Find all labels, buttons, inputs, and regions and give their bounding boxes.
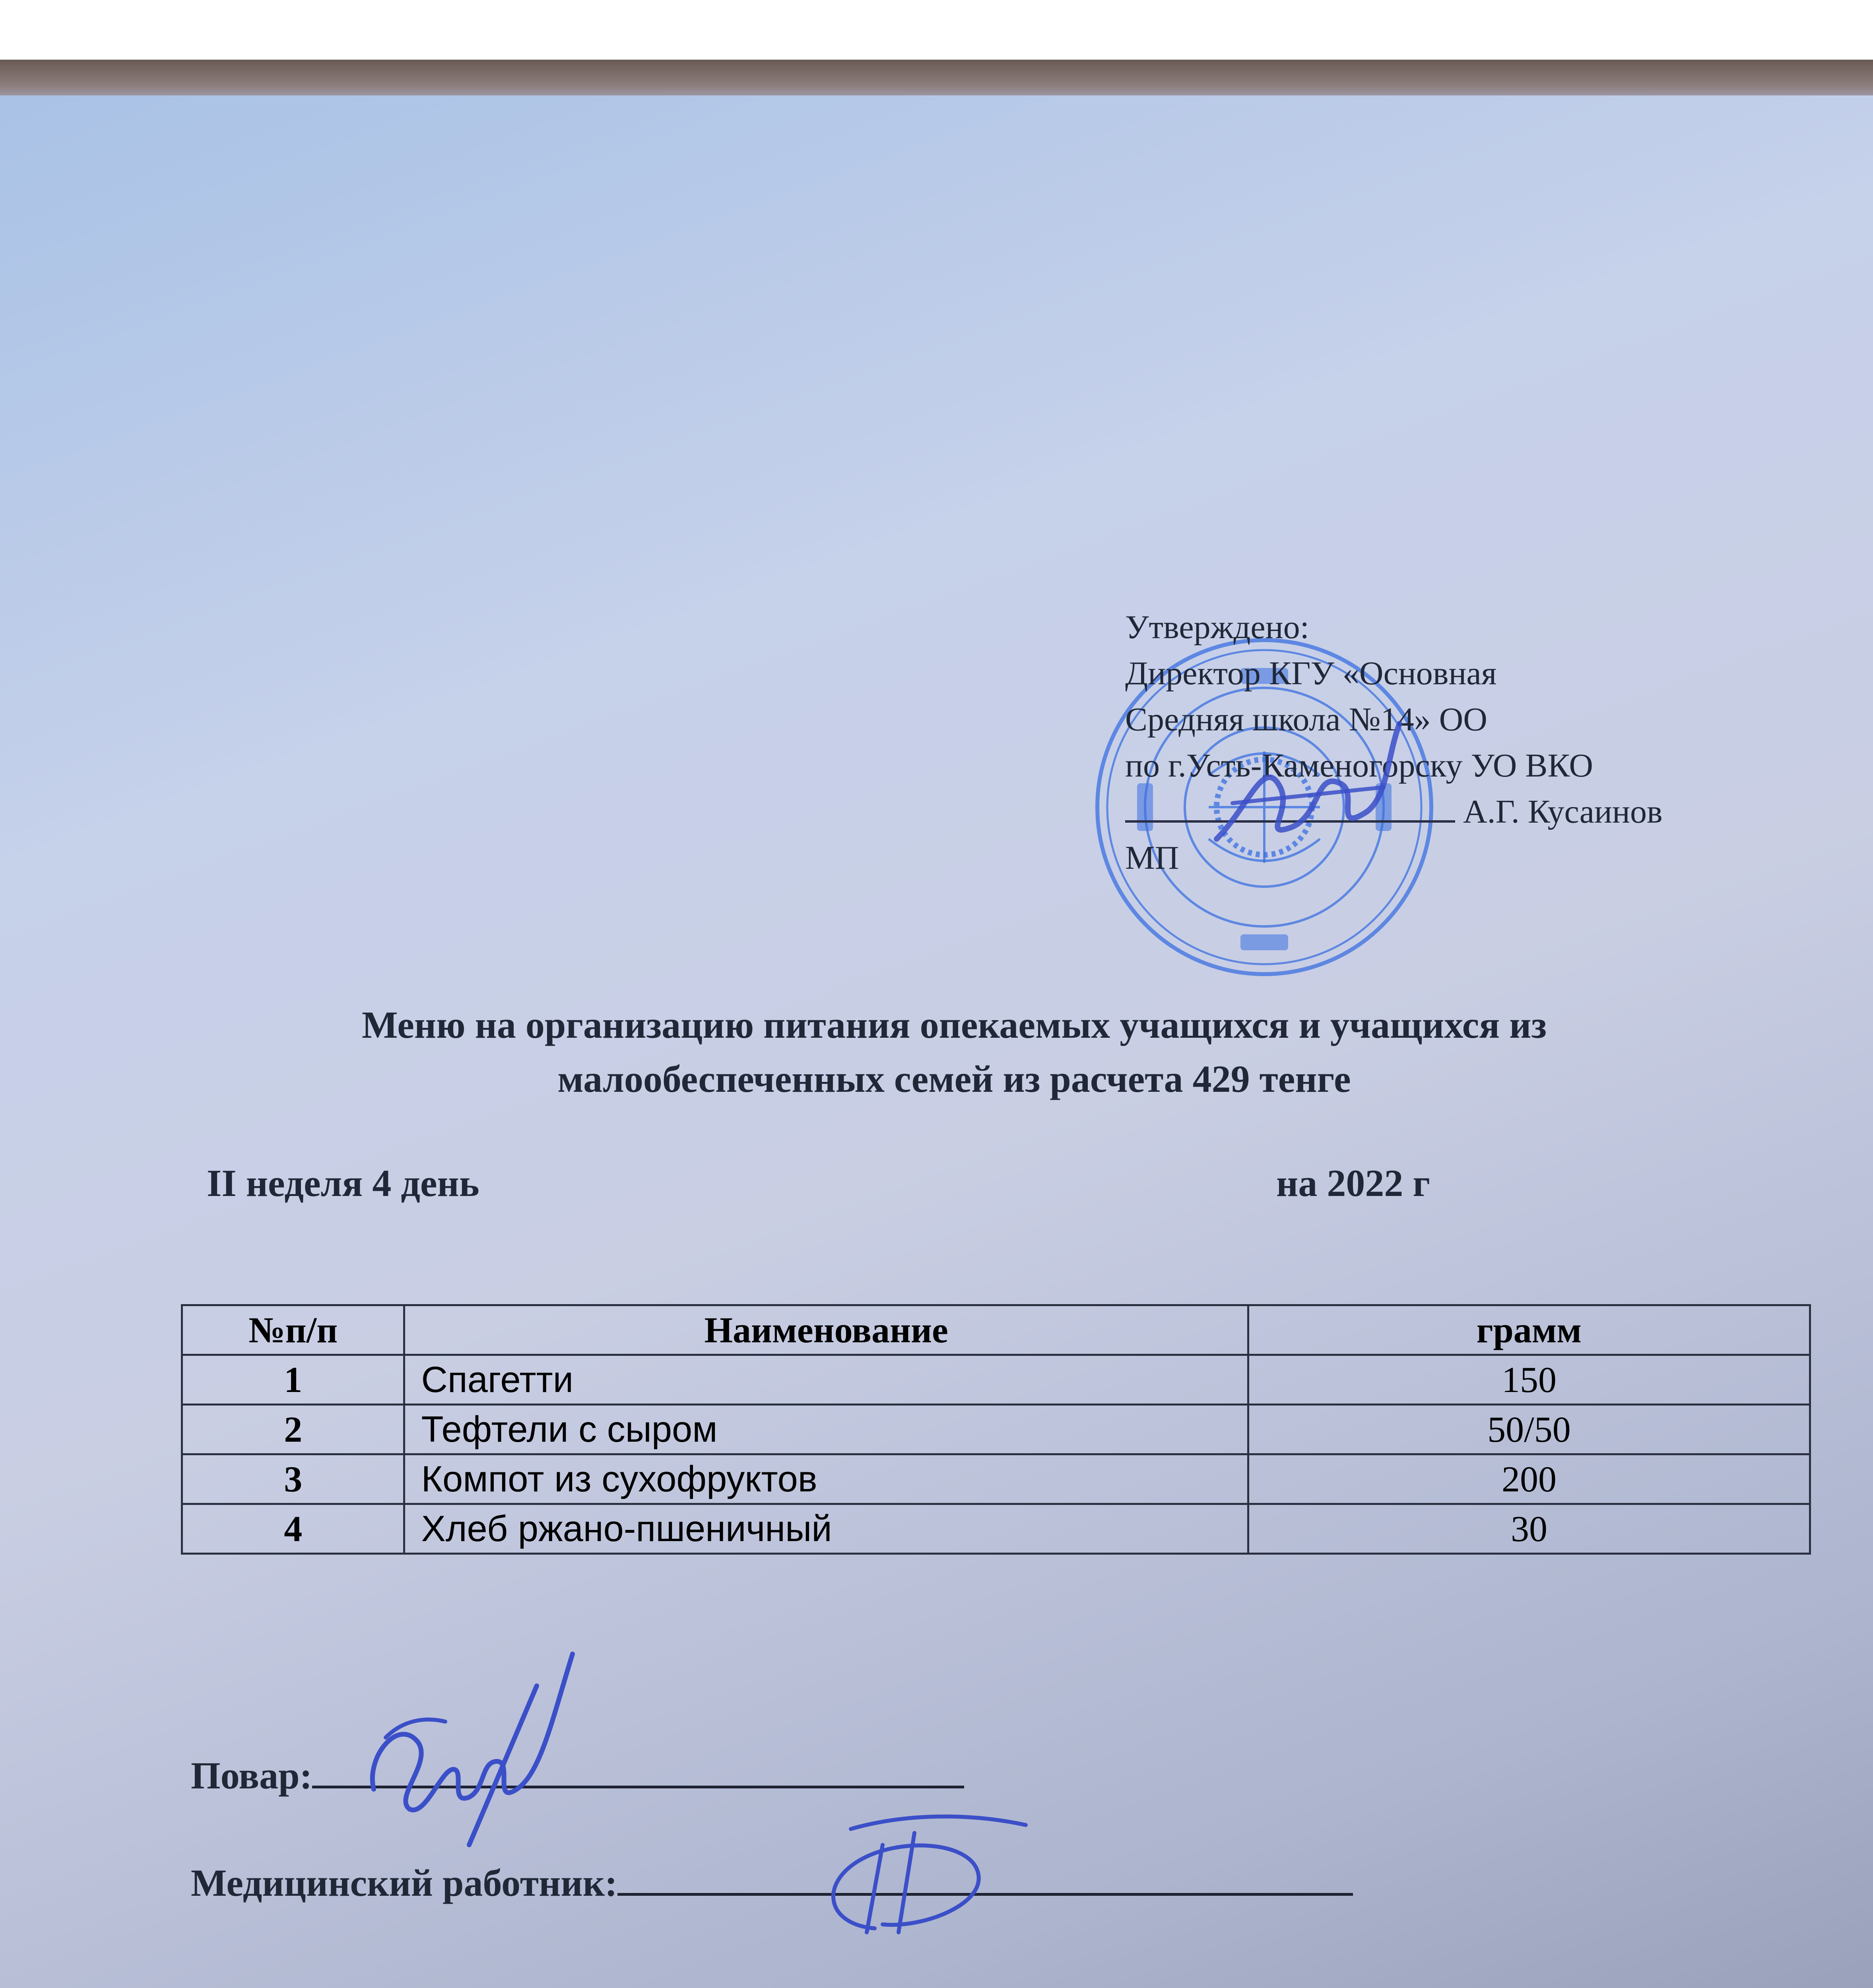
menu-table [181,1304,1811,1555]
row-number: 1 [182,1355,404,1405]
medic-signature-row [191,1861,1353,1905]
table-row [182,1405,1810,1454]
approval-line: Утверждено: [1125,609,1309,646]
row-grams: 50/50 [1248,1405,1810,1454]
header-name: Наименование [404,1305,1248,1355]
row-grams: 150 [1248,1355,1810,1405]
approval-line: Директор КГУ «Основная [1125,655,1497,692]
header-grams: грамм [1248,1305,1810,1355]
table-row [182,1504,1810,1554]
row-number: 4 [182,1504,404,1554]
title-line-2: малообеспеченных семей из расчета 429 тенге [557,1058,1351,1100]
week-day-label: II неделя 4 день [207,1162,479,1204]
cook-signature [350,1638,596,1861]
table-row [182,1454,1810,1504]
row-number: 2 [182,1405,404,1454]
row-dish-name: Тефтели с сыром [404,1405,1248,1454]
title-line-1: Меню на организацию питания опекаемых учащихся и учащихся из [361,1004,1547,1046]
document-title [191,998,1718,1106]
approval-signatory: А.Г. Кусаинов [1463,793,1663,830]
medic-label: Медицинский работник: [191,1862,617,1904]
table-row [182,1355,1810,1405]
table-header-row [182,1305,1810,1355]
medic-signature [803,1797,1042,1948]
row-dish-name: Компот из сухофруктов [404,1454,1248,1504]
header-number: №п/п [182,1305,404,1355]
cook-label: Повар: [191,1754,312,1797]
row-dish-name: Спагетти [404,1355,1248,1405]
row-dish-name: Хлеб ржано-пшеничный [404,1504,1248,1554]
row-number: 3 [182,1454,404,1504]
approval-line: по г.Усть-Каменогорску УО ВКО [1125,747,1594,784]
director-signature [1201,708,1407,875]
year-label: на 2022 г [1276,1162,1430,1204]
approval-line: Средняя школа №14» ОО [1125,701,1487,738]
row-grams: 30 [1248,1504,1810,1554]
row-grams: 200 [1248,1454,1810,1504]
seal-abbreviation: МП [1125,839,1179,876]
